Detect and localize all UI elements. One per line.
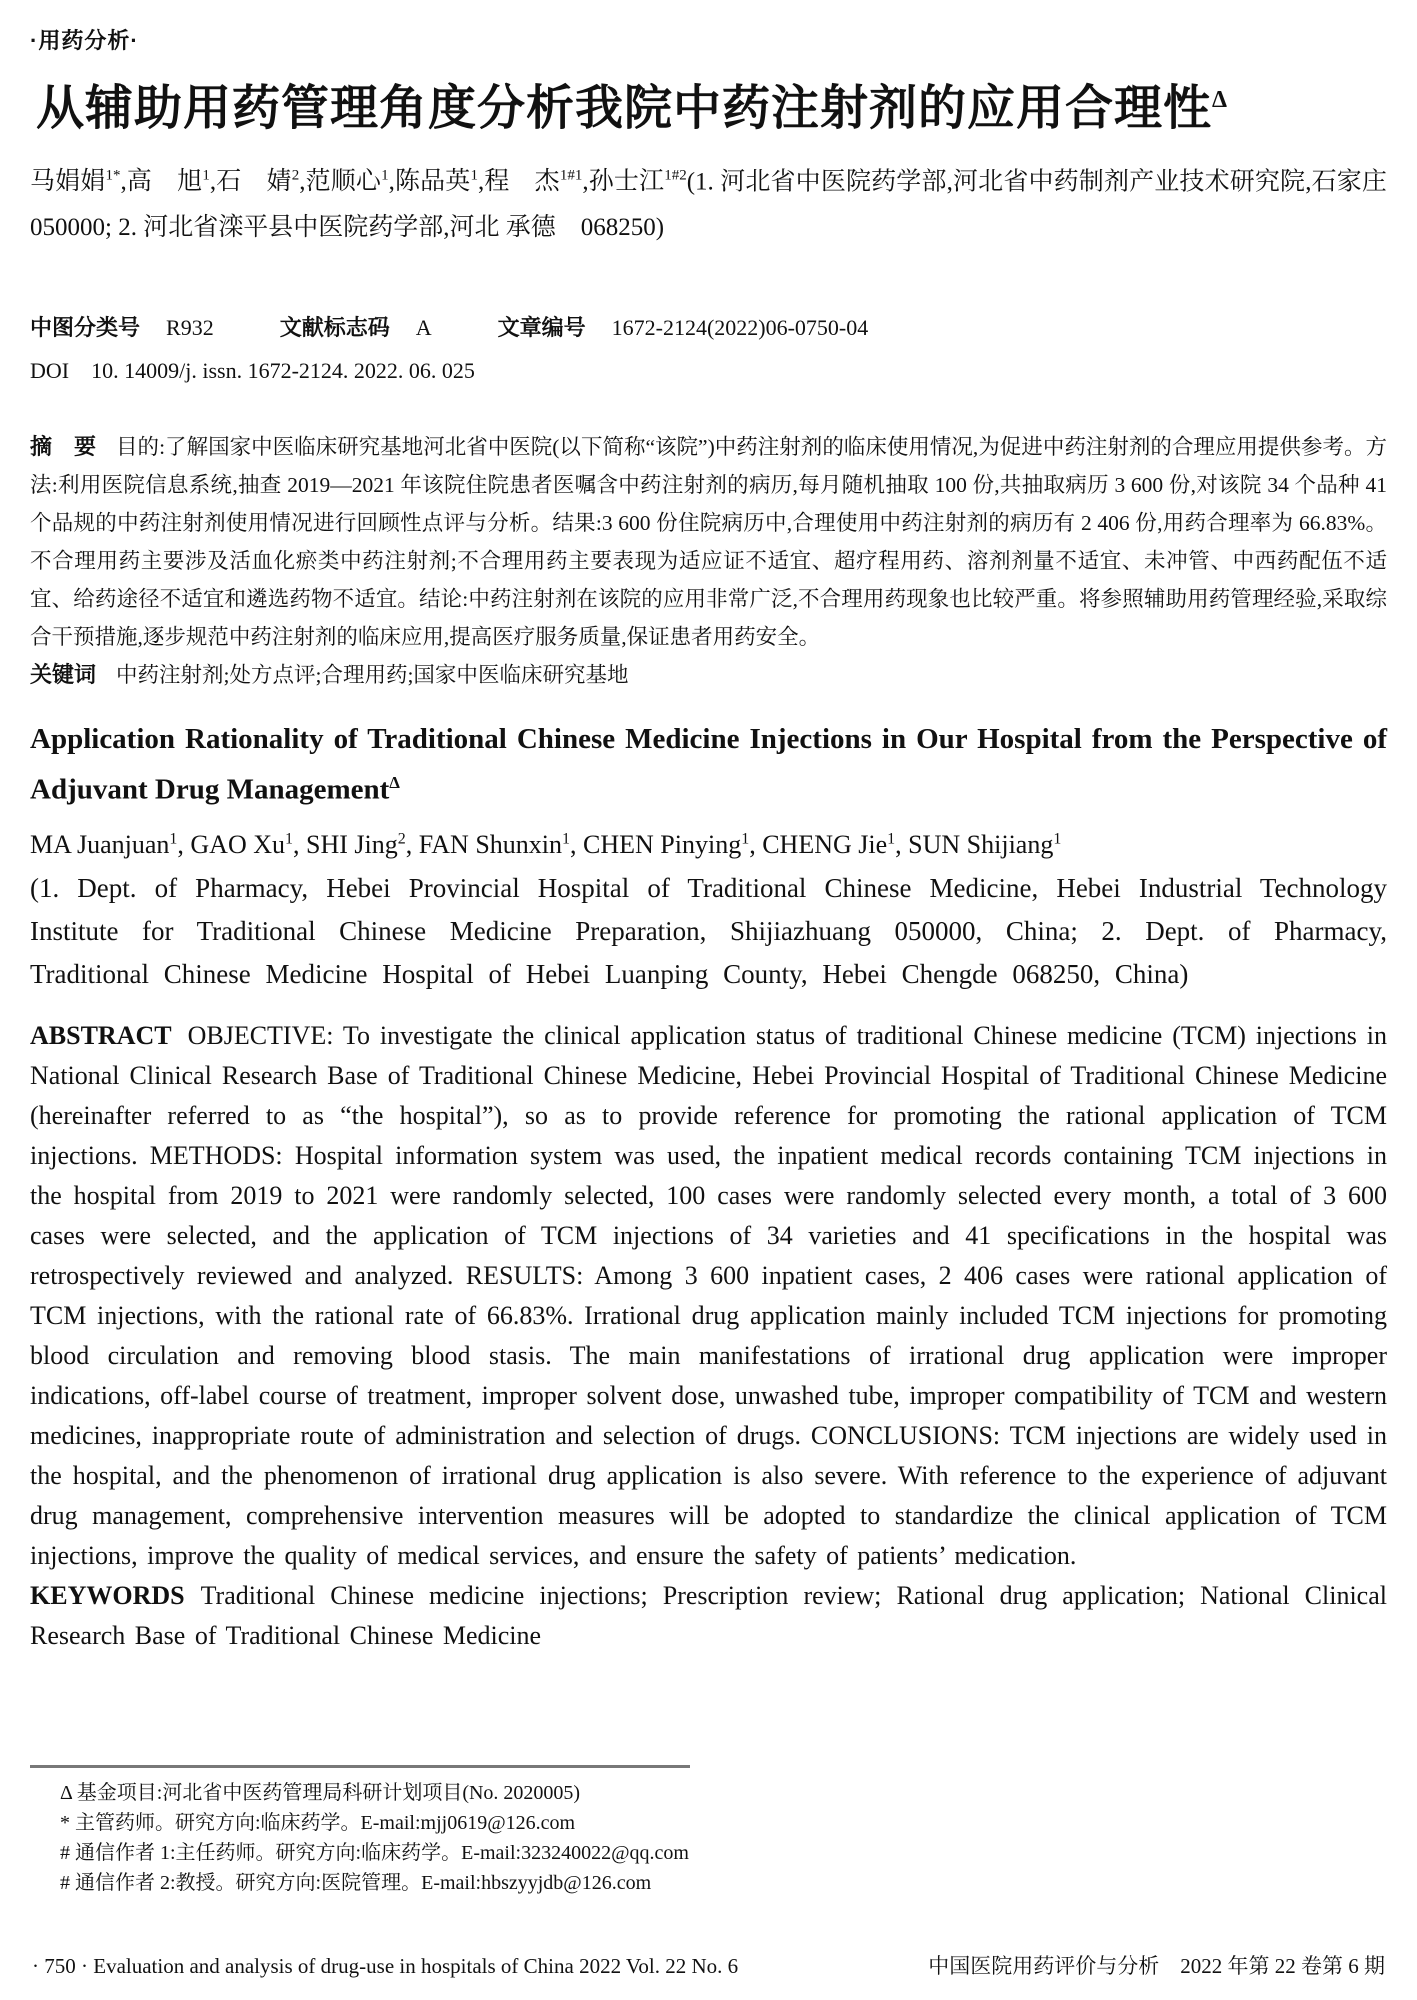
- author-zh: 石 婧$^2$,: [216, 168, 306, 196]
- abstract-zh-label: 摘 要: [30, 434, 97, 460]
- footnote-first-author: * 主管药师。研究方向:临床药学。E-mail:mjj0619@126.com: [60, 1812, 576, 1834]
- meta-clc-value: R932: [166, 315, 214, 341]
- author-zh: 马娟娟$^{1*}$,: [30, 168, 127, 196]
- affiliation-zh: (1. 河北省中医院药学部,河北省中药制剂产业技术研究院,石家庄 050000; 2. 河北省滦平县中医院药学部,河北 承德 068250): [30, 168, 1412, 242]
- author-en: GAO Xu$^1$,: [190, 829, 306, 859]
- abstract-en: [30, 1016, 1387, 1576]
- keywords-en-text: Traditional Chinese medicine injections; Prescription review; Rational drug application; National Clinical Research Base of Traditional Chinese Medicine: [30, 1580, 1387, 1650]
- meta-doc-code-label: 文献标志码: [279, 315, 390, 341]
- article-title-en: [30, 718, 1387, 812]
- page-footer: [30, 1950, 1387, 1984]
- author-en: SHI Jing$^2$,: [306, 829, 419, 859]
- article-title-en-text: Application Rationality of Traditional Chinese Medicine Injections in Our Hospital from the Perspective of Adjuvant Drug Management: [30, 723, 1387, 806]
- meta-clc: [30, 311, 214, 342]
- article-title-zh-text: 从辅助用药管理角度分析我院中药注射剂的应用合理性: [36, 82, 1213, 135]
- title-en-funding-marker: Δ: [389, 773, 400, 793]
- footnote-separator: [30, 1765, 690, 1768]
- author-en: FAN Shunxin$^1$,: [418, 829, 584, 859]
- keywords-zh-label: 关键词: [30, 662, 97, 688]
- doi-row: [30, 358, 1387, 384]
- column-section-tag: ·用药分析·: [30, 28, 139, 53]
- keywords-en: [30, 1576, 1387, 1656]
- meta-article-no: [498, 311, 869, 342]
- author-en: SUN Shijiang$^1$: [908, 829, 1062, 859]
- author-zh: 孙士江$^{1\#2}$: [588, 168, 687, 196]
- article-meta-row: [30, 311, 1387, 342]
- meta-doc-code: [280, 311, 432, 342]
- footnotes: [30, 1778, 1387, 1898]
- keywords-zh-text: 中药注射剂;处方点评;合理用药;国家中医临床研究基地: [116, 663, 629, 688]
- keywords-en-label: KEYWORDS: [30, 1580, 185, 1610]
- meta-article-no-value: 1672-2124(2022)06-0750-04: [611, 315, 869, 341]
- meta-clc-label: 中图分类号: [30, 315, 141, 341]
- author-en: MA Juanjuan$^1$,: [30, 829, 191, 859]
- doi-value: 10. 14009/j. issn. 1672-2124. 2022. 06. 025: [91, 358, 475, 384]
- author-zh: 范顺心$^1$,: [305, 168, 395, 196]
- footnote-funding: Δ 基金项目:河北省中医药管理局科研计划项目(No. 2020005): [60, 1782, 581, 1804]
- author-zh: 陈品英$^1$,: [394, 168, 485, 196]
- affiliation-en: (1. Dept. of Pharmacy, Hebei Provincial Hospital of Traditional Chinese Medicine, Hebei Industrial Technology Institute for Traditional Chinese Medicine Preparation, Shijiazhuang 050000, China; 2. Dept. of Pharmacy, Traditional Chinese Medicine Hospital of Hebei Luanping County, Hebei Chengde 068250, China): [30, 872, 1387, 989]
- footer-left-journal-en: · 750 · Evaluation and analysis of drug-use in hospitals of China 2022 Vol. 22 No. 6: [32, 1954, 739, 1978]
- authors-en: [30, 816, 1387, 867]
- author-zh: 程 杰$^{1\#1}$,: [484, 168, 589, 196]
- doi-label: DOI: [30, 358, 70, 384]
- article-title-zh: [36, 79, 1387, 139]
- keywords-zh: [30, 656, 1387, 694]
- footnote-corresponding-author-2: # 通信作者 2:教授。研究方向:医院管理。E-mail:hbszyyjdb@126.com: [60, 1872, 652, 1894]
- abstract-zh: [30, 428, 1387, 656]
- author-en: CHENG Jie$^1$,: [762, 829, 909, 859]
- abstract-zh-text: 目的:了解国家中医临床研究基地河北省中医院(以下简称“该院”)中药注射剂的临床使用情况,为促进中药注射剂的合理应用提供参考。方法:利用医院信息系统,抽查 2019—2021 年该院住院患者医嘱含中药注射剂的病历,每月随机抽取 100 份,共抽取病历 3 600 份,对该院 34 个品种 41 个品规的中药注射剂使用情况进行回顾性点评与分析。结果:3 600 份住院病历中,合理使用中药注射剂的病历有 2 406 份,用药合理率为 66.83%。不合理用药主要涉及活血化瘀类中药注射剂;不合理用药主要表现为适应证不适宜、超疗程用药、溶剂剂量不适宜、未冲管、中西药配伍不适宜、给药途径不适宜和遴选药物不适宜。结论:中药注射剂在该院的应用非常广泛,不合理用药现象也比较严重。将参照辅助用药管理经验,采取综合干预措施,逐步规范中药注射剂的临床应用,提高医疗服务质量,保证患者用药安全。: [30, 435, 1387, 650]
- author-zh: 高 旭$^1$,: [126, 168, 217, 196]
- meta-article-no-label: 文章编号: [497, 315, 586, 341]
- abstract-en-text: OBJECTIVE: To investigate the clinical application status of traditional Chinese medicine (TCM) injections in National Clinical Research Base of Traditional Chinese Medicine, Hebei Provincial Hospital of Traditional Chinese Medicine (hereinafter referred to as “the hospital”), so as to provide reference for promoting the rational application of TCM injections. METHODS: Hospital information system was used, the inpatient medical records containing TCM injections in the hospital from 2019 to 2021 were randomly selected, 100 cases were randomly selected every month, a total of 3 600 cases were selected, and the application of TCM injections of 34 varieties and 41 specifications in the hospital was retrospectively reviewed and analyzed. RESULTS: Among 3 600 inpatient cases, 2 406 cases were rational application of TCM injections, with the rational rate of 66.83%. Irrational drug application mainly included TCM injections for promoting blood circulation and removing blood stasis. The main manifestations of irrational drug application were improper indications, off-label course of treatment, improper solvent dose, unwashed tube, improper compatibility of TCM and western medicines, inappropriate route of administration and selection of drugs. CONCLUSIONS: TCM injections are widely used in the hospital, and the phenomenon of irrational drug application is also severe. With reference to the experience of adjuvant drug management, comprehensive intervention measures will be adopted to standardize the clinical application of TCM injections, improve the quality of medical services, and ensure the safety of patients’ medication.: [30, 1020, 1387, 1570]
- meta-doc-code-value: A: [415, 315, 432, 341]
- abstract-en-label: ABSTRACT: [30, 1020, 172, 1050]
- page-bottom-block: [30, 1765, 1387, 1984]
- footnote-corresponding-author-1: # 通信作者 1:主任药师。研究方向:临床药学。E-mail:323240022@qq.com: [60, 1842, 689, 1864]
- author-en: CHEN Pinying$^1$,: [583, 829, 763, 859]
- title-funding-marker: Δ: [1212, 87, 1229, 113]
- footer-right-journal-zh: 中国医院用药评价与分析 2022 年第 22 卷第 6 期: [928, 1954, 1385, 1978]
- authors-affiliation-zh: [30, 153, 1412, 251]
